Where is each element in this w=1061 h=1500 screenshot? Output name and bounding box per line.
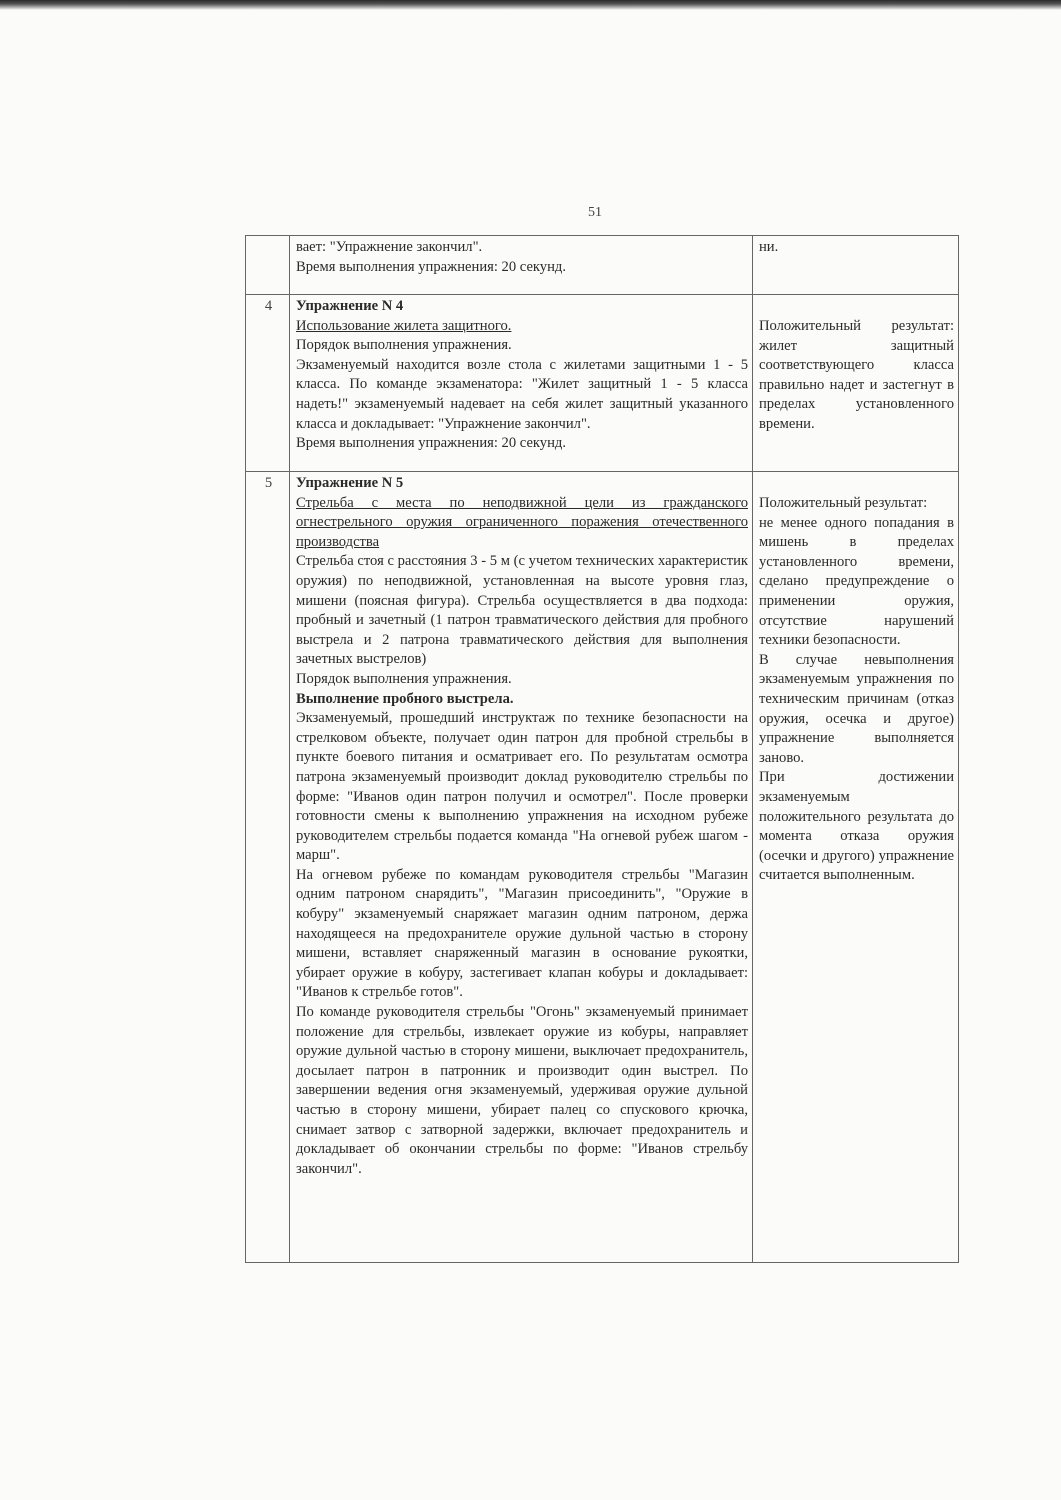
- evaluation-criteria: [753, 472, 959, 1263]
- row-number: [246, 236, 290, 295]
- exercise-description: [290, 295, 753, 472]
- paragraph: Порядок выполнения упражнения.: [296, 670, 512, 687]
- exercise-description: [290, 472, 753, 1263]
- paragraph: ни.: [759, 239, 779, 255]
- paragraph: Экзаменуемый находится возле стола с жилетами защитными 1 - 5 класса. По команде экзаменатора: "Жилет защитный 1 - 5 класса надеть!" экзаменуемый надевает на себя жилет защитный указанного класса и докладывает: "Упражнение закончил".: [296, 356, 748, 432]
- exercise-table: [245, 235, 959, 1263]
- page-number: 51: [588, 205, 602, 220]
- row-number: 5: [246, 472, 290, 1263]
- paragraph: Экзаменуемый, прошедший инструктаж по технике безопасности на стрелковом объекте, получает один патрон для пробной стрельбы в пункте боевого питания и осматривает его. По результатам осмотра патрона экзаменуемый производит доклад руководителю стрельбы по форме: "Иванов один патрон получил и осмотрел". После проверки готовности смены к выполнению упражнения на исходном рубеже руководителем стрельбы подается команда "На огневой рубеж шагом - марш".: [296, 710, 748, 864]
- table-row: [246, 295, 959, 472]
- paragraph: не менее одного попадания в мишень в пределах установленного времени, сделано предупреждение о применении оружия, отсутствие нарушений техники безопасности.: [759, 514, 954, 649]
- exercise-subtitle: Использование жилета защитного.: [296, 317, 512, 334]
- paragraph: Время выполнения упражнения: 20 секунд.: [296, 435, 566, 452]
- evaluation-criteria: [753, 295, 959, 472]
- row-number: 4: [246, 295, 290, 472]
- table-row: [246, 236, 959, 295]
- paragraph: Положительный результат:: [759, 495, 928, 511]
- section-heading: Выполнение пробного выстрела.: [296, 690, 514, 707]
- exercise-subtitle: Стрельба с места по неподвижной цели из гражданского огнестрельного оружия ограниченного поражения отечественного производства: [296, 494, 748, 550]
- exercise-description: [290, 236, 753, 295]
- exercise-title: Упражнение N 4: [296, 298, 404, 314]
- scan-edge: [0, 0, 1061, 10]
- paragraph: По команде руководителя стрельбы "Огонь" экзаменуемый принимает положение для стрельбы, извлекает оружие из кобуры, направляет оружие дульной частью в сторону мишени, выключает предохранитель, досылает патрон в патронник и производит один выстрел. По завершении ведения огня экзаменуемый, удерживая оружие дульной частью в сторону мишени, убирает палец со спускового крючка, снимает затвор с затворной задержки, включает предохранитель и докладывает об окончании стрельбы по форме: "Иванов стрельбу закончил".: [296, 1004, 748, 1177]
- paragraph: Время выполнения упражнения: 20 секунд.: [296, 258, 566, 275]
- table-row: [246, 472, 959, 1263]
- evaluation-criteria: [753, 236, 959, 295]
- paragraph: В случае невыполнения экзаменуемым упражнения по техническим причинам (отказ оружия, осечка и другое) упражнение выполняется заново.: [759, 651, 954, 766]
- paragraph: Положительный результат: жилет защитный соответствующего класса правильно надет и застегнут в пределах установленного времени.: [759, 318, 954, 432]
- paragraph: вает: "Упражнение закончил".: [296, 239, 483, 255]
- paragraph: При достижении экзаменуемым положительного результата до момента отказа оружия (осечки и другого) упражнение считается выполненным.: [759, 769, 954, 884]
- paragraph: Стрельба стоя с расстояния 3 - 5 м (с учетом технических характеристик оружия) по неподвижной, установленная на высоте уровня глаз, мишени (поясная фигура). Стрельба осуществляется в два подхода: пробный и зачетный (1 патрон травматического действия для пробного выстрела и 2 патрона травматического действия для выполнения зачетных выстрелов): [296, 553, 748, 668]
- paragraph: На огневом рубеже по командам руководителя стрельбы "Магазин одним патроном снарядить", "Магазин присоединить", "Оружие в кобуру" экзаменуемый снаряжает магазин одним патроном, держа находящееся на предохранителе оружие дульной частью в сторону мишени, вставляет снаряженный магазин в основание рукоятки, убирает оружие в кобуру, застегивает клапан кобуры и докладывает: "Иванов к стрельбе готов".: [296, 866, 748, 1001]
- paragraph: Порядок выполнения упражнения.: [296, 337, 512, 354]
- exercise-title: Упражнение N 5: [296, 475, 404, 491]
